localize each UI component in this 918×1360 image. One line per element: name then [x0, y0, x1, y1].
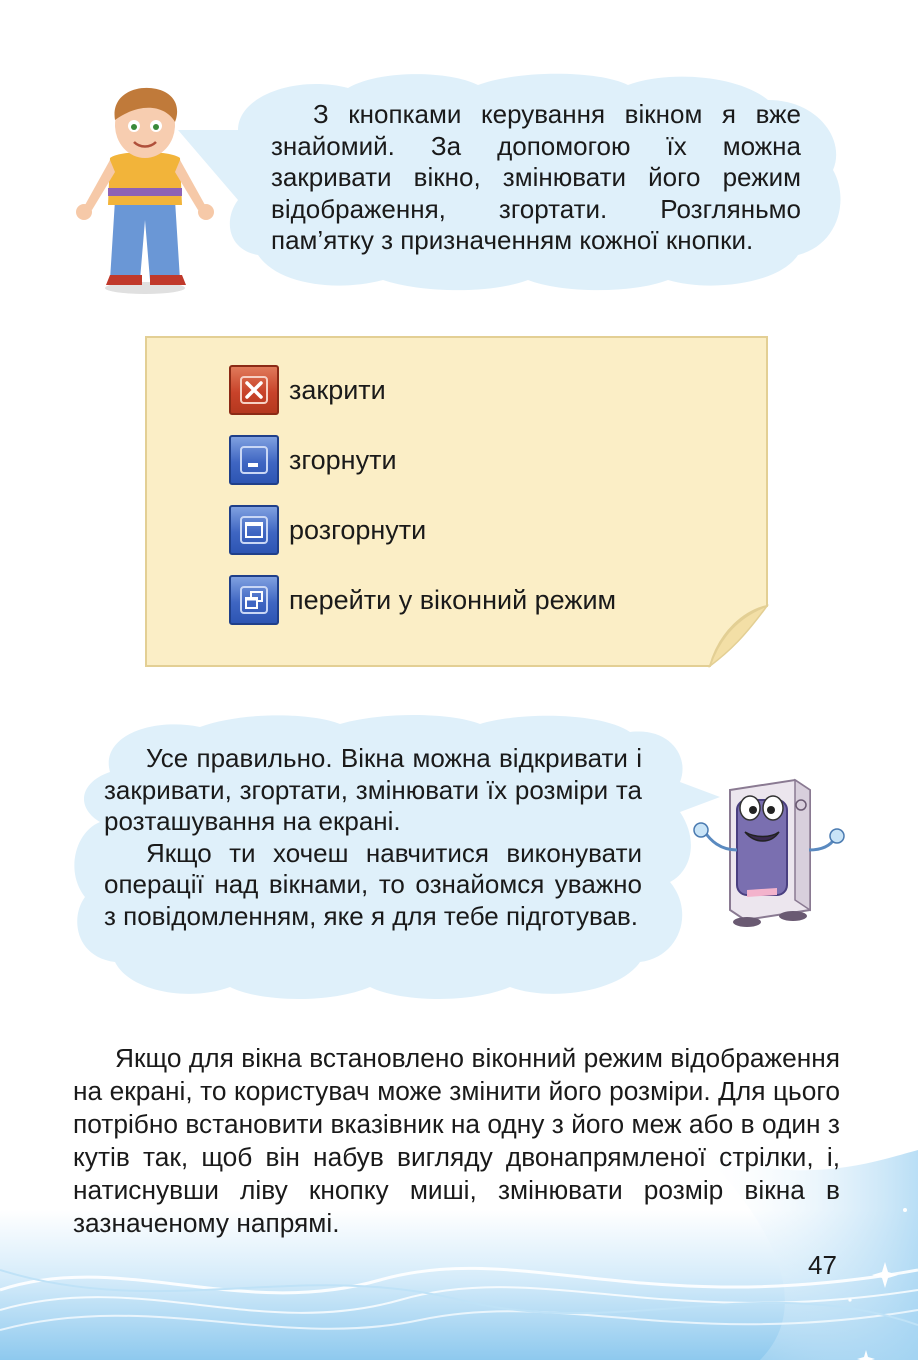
- memo-card: [145, 336, 769, 668]
- main-paragraph: [73, 1042, 840, 1240]
- computer-character-illustration: [685, 770, 845, 930]
- close-icon: [229, 365, 279, 415]
- boy-character-illustration: [70, 80, 220, 295]
- maximize-icon: [229, 505, 279, 555]
- page-number: 47: [808, 1250, 837, 1280]
- memo-item-label: розгорнути: [289, 514, 427, 545]
- restore-icon: [229, 575, 279, 625]
- memo-item-label: перейти у віконний режим: [289, 584, 617, 615]
- bottom-bubble-paragraph-1: Усе правильно. Вікна можна відкривати і закривати, згортати, змінювати їх розміри та розташування на екрані.: [104, 743, 642, 836]
- top-bubble-text: [271, 99, 801, 257]
- minimize-icon: [229, 435, 279, 485]
- bottom-bubble-paragraph-2: Якщо ти хочеш навчитися виконувати операції над вікнами, то ознайомся уважно з повідомленням, яке я для тебе підготував.: [104, 837, 642, 931]
- top-bubble-paragraph: З кнопками керування вікном я вже знайомий. За допомогою їх можна закривати вікно, змінювати його режим відображення, згортати. Розгляньмо пам’ятку з призначенням кожної кнопки.: [271, 99, 801, 255]
- memo-item-label: закрити: [289, 374, 386, 405]
- bottom-bubble-text: [104, 743, 642, 932]
- memo-item-maximize: [229, 505, 426, 555]
- main-paragraph-text: Якщо для вікна встановлено віконний режим відображення на екрані, то користувач може змінити його розміри. Для цього потрібно встановити вказівник на одну з його меж або в один з кутів так, щоб він набув вигляду двонапрямленої стрілки, і, натиснувши ліву кнопку миші, змінювати розмір вікна в зазначеному напрямі.: [73, 1043, 840, 1238]
- memo-item-close: [229, 365, 386, 415]
- memo-item-minimize: [229, 435, 397, 485]
- memo-item-label: згорнути: [289, 444, 397, 475]
- memo-item-restore: [229, 575, 616, 625]
